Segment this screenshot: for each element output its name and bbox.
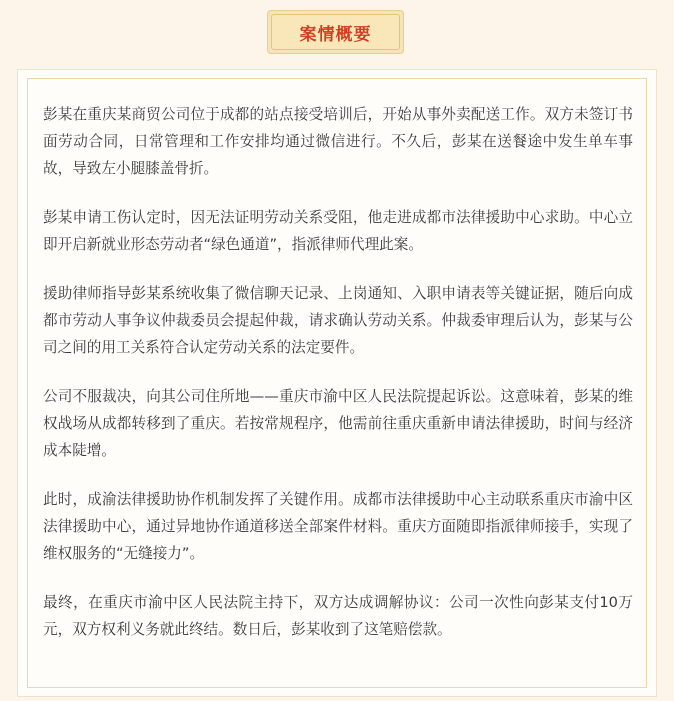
section-title-frame xyxy=(271,14,400,50)
paragraph-arbitration: 援助律师指导彭某系统收集了微信聊天记录、上岗通知、入职申请表等关键证据，随后向成都市劳动人事争议仲裁委员会提起仲裁，请求确认劳动关系。仲裁委审理后认为，彭某与公司之间的用工关系符合认定劳动关系的法定要件。 xyxy=(43,285,633,356)
paragraph-legal-aid-request: 彭某申请工伤认定时，因无法证明劳动关系受阻，他走进成都市法律援助中心求助。中心立即开启新就业形态劳动者“绿色通道”，指派律师代理此案。 xyxy=(43,209,633,253)
section-title-badge xyxy=(267,10,404,54)
case-summary-content xyxy=(43,101,633,665)
case-summary-card xyxy=(17,69,657,697)
paragraph-cooperation: 此时，成渝法律援助协作机制发挥了关键作用。成都市法律援助中心主动联系重庆市渝中区法律援助中心，通过异地协作通道移送全部案件材料。重庆方面随即指派律师接手，实现了维权服务的“无缝接力”。 xyxy=(43,491,633,562)
paragraph-lawsuit: 公司不服裁决，向其公司住所地——重庆市渝中区人民法院提起诉讼。这意味着，彭某的维权战场从成都转移到了重庆。若按常规程序，他需前往重庆重新申请法律援助，时间与经济成本陡增。 xyxy=(43,388,633,459)
section-title: 案情概要 xyxy=(299,24,372,45)
paragraph-settlement: 最终，在重庆市渝中区人民法院主持下，双方达成调解协议：公司一次性向彭某支付10万元，双方权利义务就此终结。数日后，彭某收到了这笔赔偿款。 xyxy=(43,594,633,638)
paragraph-training: 彭某在重庆某商贸公司位于成都的站点接受培训后，开始从事外卖配送工作。双方未签订书面劳动合同，日常管理和工作安排均通过微信进行。不久后，彭某在送餐途中发生单车事故，导致左小腿膝盖骨折。 xyxy=(43,106,633,177)
